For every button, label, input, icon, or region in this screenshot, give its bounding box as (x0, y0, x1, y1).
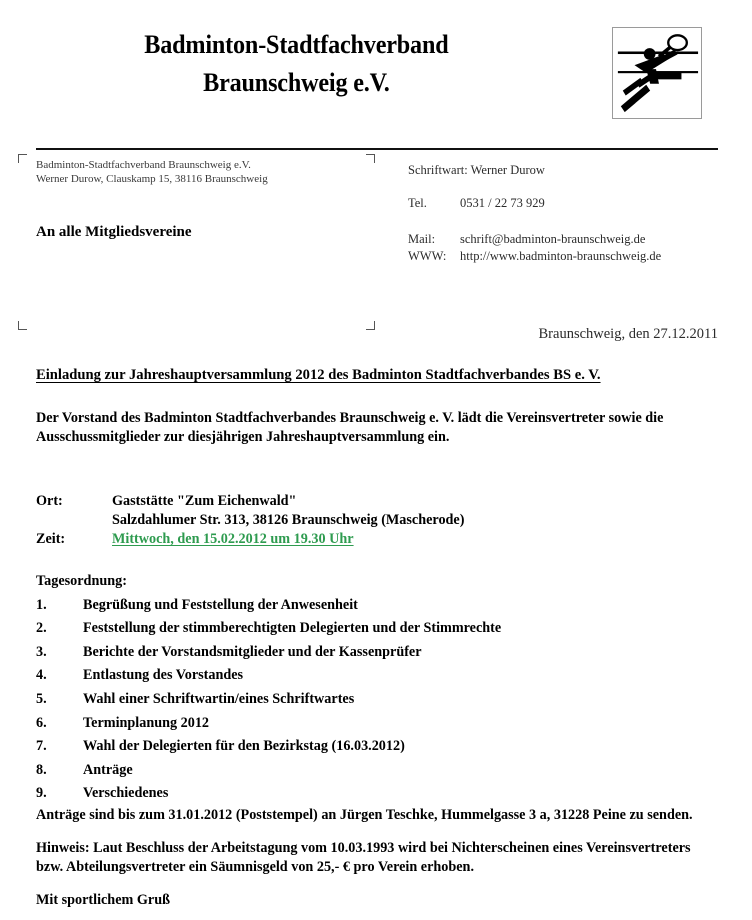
meeting-time-value: Mittwoch, den 15.02.2012 um 19.30 Uhr (112, 531, 354, 547)
contact-mail (408, 231, 661, 248)
contact-officer: Schriftwart: Werner Durow (408, 163, 545, 177)
recipient-address: An alle Mitgliedsvereine (36, 224, 192, 240)
agenda-item-text: Berichte der Vorstandsmitglieder und der Kassenprüfer (83, 643, 422, 660)
sender-line-2: Werner Durow, Clauskamp 15, 38116 Braunschweig (36, 173, 268, 185)
contact-website-value[interactable]: http://www.badminton-braunschweig.de (460, 249, 662, 263)
agenda-item (36, 759, 501, 783)
agenda-title: Tagesordnung: (36, 573, 127, 589)
contact-telephone-value: 0531 / 22 73 929 (460, 196, 545, 210)
agenda-item-text: Feststellung der stimmberechtigten Delegierten und der Stimmrechte (83, 620, 502, 637)
agenda-item-number: 7. (36, 738, 47, 755)
agenda-item-number: 4. (36, 667, 47, 684)
crop-mark-top-right (366, 154, 375, 163)
meeting-place-label: Ort: (36, 493, 63, 509)
address-window-rule (36, 148, 718, 150)
letter-headline: Einladung zur Jahreshauptversammlung 2012 des Badminton Stadtfachverbandes BS e. V. (36, 367, 601, 383)
letterhead (0, 0, 752, 136)
notice-paragraph: Hinweis: Laut Beschluss der Arbeitstagung vom 10.03.1993 wird bei Nichterscheinen eines Vereinsvertreters bzw. Abteilungsvertreter ein Säumnisgeld von 25,- € pro Verein erhoben. (36, 839, 691, 875)
badminton-player-logo-icon (612, 27, 702, 119)
meeting-time (36, 530, 464, 549)
agenda-item (36, 664, 501, 688)
motions-deadline-paragraph: Anträge sind bis zum 31.01.2012 (Poststempel) an Jürgen Teschke, Hummelgasse 3 a, 31228 Peine zu senden. (36, 807, 693, 823)
organization-title-line2: Braunschweig e.V. (203, 68, 390, 97)
meeting-place (36, 492, 464, 530)
contact-mail-label: Mail: (408, 232, 436, 246)
agenda-item-number: 1. (36, 596, 47, 613)
agenda-item-text: Anträge (83, 761, 133, 778)
agenda-item-text: Terminplanung 2012 (83, 714, 210, 731)
agenda-item-text: Begrüßung und Feststellung der Anwesenheit (83, 596, 358, 613)
intro-paragraph: Der Vorstand des Badminton Stadtfachverbandes Braunschweig e. V. lädt die Vereinsvertreter sowie die Ausschussmitglieder zur diesjährigen Jahreshauptversammlung ein. (36, 410, 664, 445)
meeting-time-label: Zeit: (36, 531, 66, 547)
contact-website (408, 248, 661, 265)
agenda-item (36, 735, 501, 759)
agenda-item-number: 2. (36, 620, 47, 637)
meeting-place-line2: Salzdahlumer Str. 313, 38126 Braunschweig (Mascherode) (112, 512, 465, 528)
meeting-details (36, 492, 464, 549)
contact-block (408, 162, 661, 265)
dateline: Braunschweig, den 27.12.2011 (538, 326, 718, 342)
agenda-item-text: Entlastung des Vorstandes (83, 667, 244, 684)
contact-website-label: WWW: (408, 249, 447, 263)
agenda-item (36, 617, 501, 641)
sender-address (36, 158, 268, 186)
agenda-item-text: Wahl einer Schriftwartin/eines Schriftwartes (83, 690, 355, 707)
agenda-section (36, 570, 501, 806)
agenda-item-number: 9. (36, 785, 47, 802)
closing-greeting: Mit sportlichem Gruß (36, 891, 170, 908)
agenda-item-number: 5. (36, 690, 47, 707)
organization-title-line1: Badminton-Stadtfachverband (144, 30, 449, 59)
agenda-item-text: Verschiedenes (83, 785, 169, 802)
sender-line-1: Badminton-Stadtfachverband Braunschweig e.V. (36, 159, 251, 171)
crop-mark-top-left (18, 154, 27, 163)
agenda-item-number: 3. (36, 643, 47, 660)
agenda-list (36, 594, 501, 806)
agenda-item-text: Wahl der Delegierten für den Bezirkstag (16.03.2012) (83, 738, 405, 755)
agenda-item (36, 594, 501, 618)
agenda-item (36, 782, 501, 806)
agenda-item (36, 712, 501, 736)
organization-title (36, 26, 557, 102)
agenda-item (36, 688, 501, 712)
agenda-item (36, 641, 501, 665)
contact-telephone (408, 195, 661, 212)
agenda-item-number: 8. (36, 761, 47, 778)
contact-telephone-label: Tel. (408, 196, 427, 210)
meeting-place-value (112, 492, 464, 530)
meeting-place-line1: Gaststätte "Zum Eichenwald" (112, 493, 297, 509)
contact-mail-value[interactable]: schrift@badminton-braunschweig.de (460, 232, 646, 246)
agenda-item-number: 6. (36, 714, 47, 731)
footnotes-section (36, 806, 708, 910)
